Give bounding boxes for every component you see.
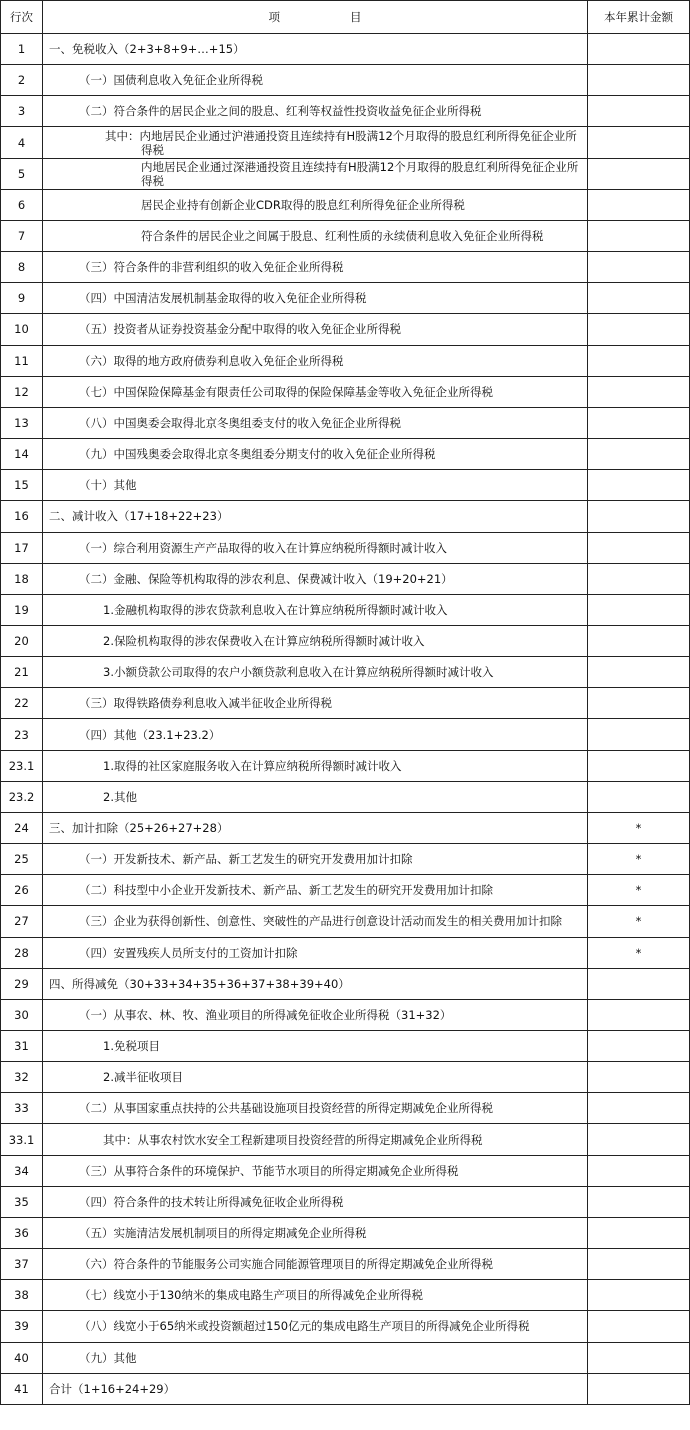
row-item	[43, 65, 588, 96]
row-amount[interactable]	[588, 65, 690, 96]
table-row	[1, 594, 690, 625]
row-amount[interactable]	[588, 1311, 690, 1342]
row-item-text: 1.取得的社区家庭服务收入在计算应纳税所得额时减计收入	[103, 758, 402, 773]
row-item	[43, 1155, 588, 1186]
row-number: 29	[1, 968, 43, 999]
row-item-text: （一）综合利用资源生产产品取得的收入在计算应纳税所得额时减计收入	[79, 540, 447, 555]
row-amount[interactable]	[588, 1373, 690, 1404]
table-row	[1, 470, 690, 501]
row-item-text: 其中：从事农村饮水安全工程新建项目投资经营的所得定期减免企业所得税	[103, 1132, 483, 1147]
row-amount[interactable]	[588, 1217, 690, 1248]
row-item-text: （八）中国奥委会取得北京冬奥组委支付的收入免征企业所得税	[79, 415, 401, 430]
table-row	[1, 1280, 690, 1311]
table-row	[1, 283, 690, 314]
row-item	[43, 407, 588, 438]
row-item	[43, 1373, 588, 1404]
row-amount[interactable]: *	[588, 812, 690, 843]
row-item	[43, 1062, 588, 1093]
row-amount[interactable]	[588, 314, 690, 345]
row-number: 8	[1, 252, 43, 283]
row-item-text: （三）符合条件的非营利组织的收入免征企业所得税	[79, 260, 344, 275]
row-number: 17	[1, 532, 43, 563]
row-item	[43, 345, 588, 376]
table-row	[1, 158, 690, 189]
table-row	[1, 34, 690, 65]
row-number: 14	[1, 439, 43, 470]
row-item	[43, 594, 588, 625]
row-number: 10	[1, 314, 43, 345]
row-item-text: 1.免税项目	[103, 1039, 160, 1054]
row-amount[interactable]	[588, 1155, 690, 1186]
row-amount[interactable]: *	[588, 937, 690, 968]
row-amount[interactable]	[588, 1186, 690, 1217]
table-row	[1, 657, 690, 688]
row-amount[interactable]	[588, 127, 690, 158]
row-number: 13	[1, 407, 43, 438]
row-amount[interactable]	[588, 968, 690, 999]
table-row	[1, 501, 690, 532]
row-item-text: （二）从事国家重点扶持的公共基础设施项目投资经营的所得定期减免企业所得税	[79, 1101, 493, 1116]
row-item-text: （二）科技型中小企业开发新技术、新产品、新工艺发生的研究开发费用加计扣除	[79, 883, 493, 898]
row-number: 12	[1, 376, 43, 407]
row-item-text: 2.保险机构取得的涉农保费收入在计算应纳税所得额时减计收入	[103, 634, 425, 649]
row-item	[43, 688, 588, 719]
table-row	[1, 844, 690, 875]
row-amount[interactable]	[588, 220, 690, 251]
row-amount[interactable]	[588, 1093, 690, 1124]
row-item-text: （四）符合条件的技术转让所得减免征收企业所得税	[79, 1194, 344, 1209]
table-row	[1, 1342, 690, 1373]
row-item-text: 合计（1+16+24+29）	[49, 1381, 176, 1396]
row-amount[interactable]	[588, 283, 690, 314]
table-row	[1, 65, 690, 96]
row-item-text: （七）中国保险保障基金有限责任公司取得的保险保障基金等收入免征企业所得税	[79, 384, 493, 399]
row-amount[interactable]	[588, 594, 690, 625]
row-item-text: 其中：内地居民企业通过沪港通投资且连续持有H股满12个月取得的股息红利所得免征企业所得税	[105, 128, 577, 157]
row-amount[interactable]: *	[588, 844, 690, 875]
row-item	[43, 1186, 588, 1217]
row-number: 5	[1, 158, 43, 189]
table-row	[1, 220, 690, 251]
row-number: 20	[1, 625, 43, 656]
row-item-text: 1.金融机构取得的涉农贷款利息收入在计算应纳税所得额时减计收入	[103, 602, 448, 617]
row-item-text: （六）取得的地方政府债券利息收入免征企业所得税	[79, 353, 344, 368]
row-number: 24	[1, 812, 43, 843]
row-number: 30	[1, 999, 43, 1030]
row-amount[interactable]	[588, 439, 690, 470]
row-amount[interactable]	[588, 345, 690, 376]
row-item-text: 内地居民企业通过深港通投资且连续持有H股满12个月取得的股息红利所得免征企业所得税	[141, 159, 579, 188]
row-item-text: （三）企业为获得创新性、创意性、突破性的产品进行创意设计活动而发生的相关费用加计扣除	[79, 914, 562, 929]
row-item	[43, 314, 588, 345]
row-item	[43, 1249, 588, 1280]
row-amount[interactable]: *	[588, 875, 690, 906]
row-number: 28	[1, 937, 43, 968]
row-item-text: （二）金融、保险等机构取得的涉农利息、保费减计收入（19+20+21）	[79, 571, 453, 586]
table-row	[1, 314, 690, 345]
table-row	[1, 812, 690, 843]
row-number: 1	[1, 34, 43, 65]
row-number: 39	[1, 1311, 43, 1342]
table-row	[1, 252, 690, 283]
table-row	[1, 96, 690, 127]
row-item	[43, 252, 588, 283]
row-item	[43, 563, 588, 594]
row-item-text: （四）中国清洁发展机制基金取得的收入免征企业所得税	[79, 291, 367, 306]
row-item	[43, 875, 588, 906]
row-number: 15	[1, 470, 43, 501]
row-amount[interactable]	[588, 376, 690, 407]
row-number: 26	[1, 875, 43, 906]
row-item-text: （五）实施清洁发展机制项目的所得定期减免企业所得税	[79, 1226, 367, 1241]
row-amount[interactable]	[588, 1280, 690, 1311]
row-item-text: 2.其他	[103, 789, 137, 804]
row-number: 21	[1, 657, 43, 688]
table-row	[1, 968, 690, 999]
table-row	[1, 625, 690, 656]
table-row	[1, 376, 690, 407]
row-number: 33.1	[1, 1124, 43, 1155]
row-item	[43, 1342, 588, 1373]
row-number: 23.1	[1, 750, 43, 781]
row-number: 32	[1, 1062, 43, 1093]
row-item	[43, 1124, 588, 1155]
row-item	[43, 812, 588, 843]
row-item-text: （一）从事农、林、牧、渔业项目的所得减免征收企业所得税（31+32）	[79, 1007, 452, 1022]
table-row	[1, 750, 690, 781]
table-row	[1, 189, 690, 220]
row-amount[interactable]	[588, 1062, 690, 1093]
row-number: 2	[1, 65, 43, 96]
table-row	[1, 563, 690, 594]
row-item	[43, 532, 588, 563]
row-item-text: （七）线宽小于130纳米的集成电路生产项目的所得减免企业所得税	[79, 1288, 423, 1303]
row-number: 27	[1, 906, 43, 937]
row-item	[43, 96, 588, 127]
row-amount[interactable]	[588, 501, 690, 532]
row-item	[43, 376, 588, 407]
row-item-text: 四、所得减免（30+33+34+35+36+37+38+39+40）	[49, 976, 350, 991]
row-amount[interactable]	[588, 781, 690, 812]
row-number: 22	[1, 688, 43, 719]
table-row	[1, 407, 690, 438]
row-number: 37	[1, 1249, 43, 1280]
row-amount[interactable]	[588, 563, 690, 594]
row-item	[43, 968, 588, 999]
row-amount[interactable]	[588, 96, 690, 127]
row-number: 11	[1, 345, 43, 376]
row-item	[43, 1311, 588, 1342]
header-item-a: 项	[268, 10, 280, 24]
row-item-text: （八）线宽小于65纳米或投资额超过150亿元的集成电路生产项目的所得减免企业所得税	[79, 1319, 530, 1334]
row-item	[43, 1093, 588, 1124]
row-item-text: （十）其他	[79, 478, 137, 493]
row-item	[43, 906, 588, 937]
row-number: 23.2	[1, 781, 43, 812]
row-item	[43, 439, 588, 470]
header-item-b: 目	[350, 10, 362, 24]
row-item	[43, 283, 588, 314]
row-number: 4	[1, 127, 43, 158]
row-item	[43, 1031, 588, 1062]
row-item	[43, 999, 588, 1030]
row-item-text: （二）符合条件的居民企业之间的股息、红利等权益性投资收益免征企业所得税	[79, 104, 482, 119]
row-amount[interactable]: *	[588, 906, 690, 937]
row-item-text: （四）其他（23.1+23.2）	[79, 727, 221, 742]
row-item-text: （六）符合条件的节能服务公司实施合同能源管理项目的所得定期减免企业所得税	[79, 1257, 493, 1272]
row-amount[interactable]	[588, 189, 690, 220]
row-item	[43, 158, 588, 189]
table-row	[1, 1031, 690, 1062]
table-row	[1, 532, 690, 563]
row-amount[interactable]	[588, 470, 690, 501]
row-amount[interactable]	[588, 158, 690, 189]
row-item-text: （九）中国残奥委会取得北京冬奥组委分期支付的收入免征企业所得税	[79, 447, 436, 462]
table-row	[1, 1062, 690, 1093]
row-amount[interactable]	[588, 750, 690, 781]
row-item	[43, 937, 588, 968]
row-item	[43, 470, 588, 501]
row-number: 41	[1, 1373, 43, 1404]
row-number: 38	[1, 1280, 43, 1311]
row-item	[43, 1280, 588, 1311]
table-row	[1, 1124, 690, 1155]
row-amount[interactable]	[588, 407, 690, 438]
table-row	[1, 1311, 690, 1342]
row-number: 7	[1, 220, 43, 251]
row-item-text: 三、加计扣除（25+26+27+28）	[49, 820, 229, 835]
header-amount: 本年累计金额	[588, 1, 690, 34]
row-item	[43, 127, 588, 158]
row-number: 6	[1, 189, 43, 220]
header-item	[43, 1, 588, 34]
row-amount[interactable]	[588, 1124, 690, 1155]
row-item-text: （三）从事符合条件的环境保护、节能节水项目的所得定期减免企业所得税	[79, 1163, 459, 1178]
row-number: 9	[1, 283, 43, 314]
row-item-text: （三）取得铁路债券利息收入减半征收企业所得税	[79, 696, 332, 711]
row-item	[43, 750, 588, 781]
header-row-number: 行次	[1, 1, 43, 34]
row-number: 19	[1, 594, 43, 625]
row-item-text: 2.减半征收项目	[103, 1070, 183, 1085]
row-amount[interactable]	[588, 657, 690, 688]
row-number: 36	[1, 1217, 43, 1248]
table-row	[1, 937, 690, 968]
row-amount[interactable]	[588, 1249, 690, 1280]
row-item	[43, 625, 588, 656]
row-item	[43, 719, 588, 750]
table-row	[1, 688, 690, 719]
table-row	[1, 1186, 690, 1217]
table-row	[1, 1093, 690, 1124]
header-row	[1, 1, 690, 34]
row-number: 34	[1, 1155, 43, 1186]
row-number: 23	[1, 719, 43, 750]
row-item	[43, 844, 588, 875]
table-row	[1, 1373, 690, 1404]
table-row	[1, 906, 690, 937]
table-row	[1, 1217, 690, 1248]
row-amount[interactable]	[588, 1342, 690, 1373]
row-amount[interactable]	[588, 1031, 690, 1062]
row-item-text: 二、减计收入（17+18+22+23）	[49, 509, 229, 524]
row-item-text: 居民企业持有创新企业CDR取得的股息红利所得免征企业所得税	[141, 197, 465, 212]
row-item-text: 3.小额贷款公司取得的农户小额贷款利息收入在计算应纳税所得额时减计收入	[103, 665, 494, 680]
row-item-text: 一、免税收入（2+3+8+9+…+15）	[49, 42, 245, 57]
row-number: 18	[1, 563, 43, 594]
table-row	[1, 127, 690, 158]
row-number: 25	[1, 844, 43, 875]
row-number: 16	[1, 501, 43, 532]
row-item	[43, 34, 588, 65]
table-row	[1, 439, 690, 470]
row-number: 3	[1, 96, 43, 127]
row-item-text: （九）其他	[79, 1350, 137, 1365]
row-item-text: （一）国债利息收入免征企业所得税	[79, 73, 263, 88]
table-row	[1, 875, 690, 906]
row-number: 35	[1, 1186, 43, 1217]
row-item-text: 符合条件的居民企业之间属于股息、红利性质的永续债利息收入免征企业所得税	[141, 229, 544, 244]
table-row	[1, 1249, 690, 1280]
row-number: 33	[1, 1093, 43, 1124]
row-amount[interactable]	[588, 34, 690, 65]
row-item	[43, 501, 588, 532]
row-item-text: （五）投资者从证券投资基金分配中取得的收入免征企业所得税	[79, 322, 401, 337]
row-item-text: （一）开发新技术、新产品、新工艺发生的研究开发费用加计扣除	[79, 852, 413, 867]
row-number: 31	[1, 1031, 43, 1062]
row-amount[interactable]	[588, 625, 690, 656]
row-item	[43, 1217, 588, 1248]
row-item-text: （四）安置残疾人员所支付的工资加计扣除	[79, 945, 298, 960]
row-item	[43, 781, 588, 812]
row-amount[interactable]	[588, 252, 690, 283]
table-row	[1, 999, 690, 1030]
row-item	[43, 657, 588, 688]
table-row	[1, 719, 690, 750]
table-row	[1, 1155, 690, 1186]
row-item	[43, 189, 588, 220]
row-amount[interactable]	[588, 719, 690, 750]
table-row	[1, 345, 690, 376]
row-number: 40	[1, 1342, 43, 1373]
row-item	[43, 220, 588, 251]
row-amount[interactable]	[588, 532, 690, 563]
row-amount[interactable]	[588, 999, 690, 1030]
row-amount[interactable]	[588, 688, 690, 719]
table-row	[1, 781, 690, 812]
